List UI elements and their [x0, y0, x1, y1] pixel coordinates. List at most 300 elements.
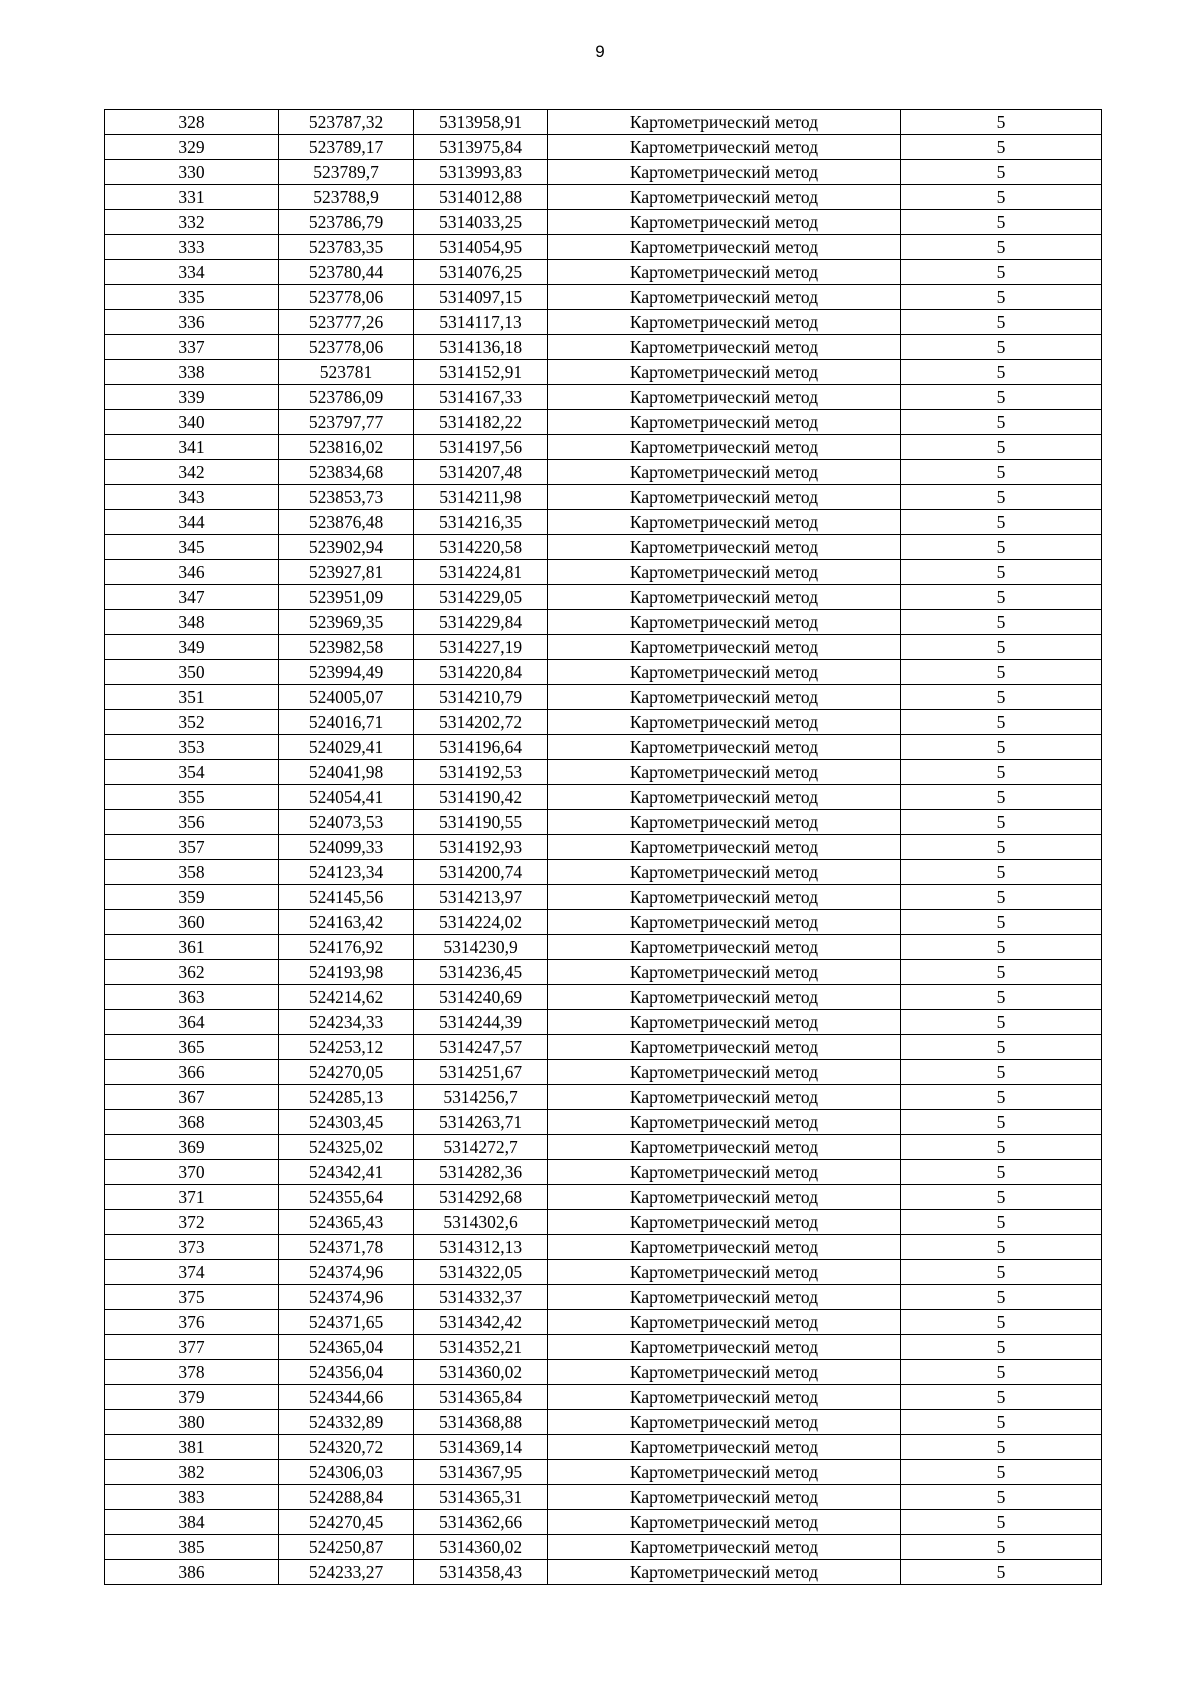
point-number-cell: 346 [105, 560, 279, 585]
point-number-cell: 371 [105, 1185, 279, 1210]
point-number-cell: 361 [105, 935, 279, 960]
x-coordinate-cell: 523789,7 [279, 160, 414, 185]
accuracy-cell: 5 [901, 1560, 1102, 1585]
accuracy-cell: 5 [901, 1510, 1102, 1535]
method-cell: Картометрический метод [548, 985, 901, 1010]
method-cell: Картометрический метод [548, 1535, 901, 1560]
x-coordinate-cell: 524214,62 [279, 985, 414, 1010]
y-coordinate-cell: 5314251,67 [414, 1060, 548, 1085]
y-coordinate-cell: 5314216,35 [414, 510, 548, 535]
method-cell: Картометрический метод [548, 660, 901, 685]
table-row [105, 1135, 1102, 1160]
accuracy-cell: 5 [901, 585, 1102, 610]
accuracy-cell: 5 [901, 285, 1102, 310]
point-number-cell: 344 [105, 510, 279, 535]
accuracy-cell: 5 [901, 1335, 1102, 1360]
y-coordinate-cell: 5314220,84 [414, 660, 548, 685]
table-row [105, 1560, 1102, 1585]
x-coordinate-cell: 524365,04 [279, 1335, 414, 1360]
y-coordinate-cell: 5314012,88 [414, 185, 548, 210]
point-number-cell: 343 [105, 485, 279, 510]
x-coordinate-cell: 523787,32 [279, 110, 414, 135]
x-coordinate-cell: 523994,49 [279, 660, 414, 685]
point-number-cell: 363 [105, 985, 279, 1010]
accuracy-cell: 5 [901, 1435, 1102, 1460]
accuracy-cell: 5 [901, 1085, 1102, 1110]
y-coordinate-cell: 5314369,14 [414, 1435, 548, 1460]
accuracy-cell: 5 [901, 1385, 1102, 1410]
accuracy-cell: 5 [901, 1210, 1102, 1235]
y-coordinate-cell: 5314362,66 [414, 1510, 548, 1535]
table-row [105, 735, 1102, 760]
accuracy-cell: 5 [901, 1410, 1102, 1435]
table-row [105, 1060, 1102, 1085]
x-coordinate-cell: 524233,27 [279, 1560, 414, 1585]
table-row [105, 1485, 1102, 1510]
point-number-cell: 377 [105, 1335, 279, 1360]
y-coordinate-cell: 5314360,02 [414, 1360, 548, 1385]
x-coordinate-cell: 524270,45 [279, 1510, 414, 1535]
method-cell: Картометрический метод [548, 1235, 901, 1260]
point-number-cell: 373 [105, 1235, 279, 1260]
accuracy-cell: 5 [901, 460, 1102, 485]
accuracy-cell: 5 [901, 485, 1102, 510]
y-coordinate-cell: 5314247,57 [414, 1035, 548, 1060]
method-cell: Картометрический метод [548, 1185, 901, 1210]
table-row [105, 1110, 1102, 1135]
x-coordinate-cell: 524041,98 [279, 760, 414, 785]
table-row [105, 685, 1102, 710]
point-number-cell: 382 [105, 1460, 279, 1485]
table-row [105, 1210, 1102, 1235]
table-row [105, 485, 1102, 510]
x-coordinate-cell: 524374,96 [279, 1285, 414, 1310]
method-cell: Картометрический метод [548, 310, 901, 335]
y-coordinate-cell: 5314224,81 [414, 560, 548, 585]
point-number-cell: 369 [105, 1135, 279, 1160]
table-row [105, 1235, 1102, 1260]
method-cell: Картометрический метод [548, 1210, 901, 1235]
method-cell: Картометрический метод [548, 285, 901, 310]
x-coordinate-cell: 524325,02 [279, 1135, 414, 1160]
point-number-cell: 370 [105, 1160, 279, 1185]
point-number-cell: 385 [105, 1535, 279, 1560]
table-row [105, 1260, 1102, 1285]
point-number-cell: 345 [105, 535, 279, 560]
table-row [105, 1535, 1102, 1560]
accuracy-cell: 5 [901, 1285, 1102, 1310]
method-cell: Картометрический метод [548, 1285, 901, 1310]
point-number-cell: 386 [105, 1560, 279, 1585]
table-row [105, 660, 1102, 685]
point-number-cell: 336 [105, 310, 279, 335]
method-cell: Картометрический метод [548, 1335, 901, 1360]
table-row [105, 1185, 1102, 1210]
accuracy-cell: 5 [901, 735, 1102, 760]
method-cell: Картометрический метод [548, 1135, 901, 1160]
x-coordinate-cell: 524356,04 [279, 1360, 414, 1385]
y-coordinate-cell: 5314227,19 [414, 635, 548, 660]
y-coordinate-cell: 5314365,31 [414, 1485, 548, 1510]
accuracy-cell: 5 [901, 1160, 1102, 1185]
accuracy-cell: 5 [901, 635, 1102, 660]
x-coordinate-cell: 523789,17 [279, 135, 414, 160]
table-row [105, 1160, 1102, 1185]
table-row [105, 560, 1102, 585]
point-number-cell: 358 [105, 860, 279, 885]
method-cell: Картометрический метод [548, 1160, 901, 1185]
x-coordinate-cell: 523783,35 [279, 235, 414, 260]
point-number-cell: 355 [105, 785, 279, 810]
point-number-cell: 338 [105, 360, 279, 385]
table-row [105, 710, 1102, 735]
method-cell: Картометрический метод [548, 760, 901, 785]
table-row [105, 910, 1102, 935]
accuracy-cell: 5 [901, 1360, 1102, 1385]
table-row [105, 1435, 1102, 1460]
table-row [105, 110, 1102, 135]
y-coordinate-cell: 5314207,48 [414, 460, 548, 485]
accuracy-cell: 5 [901, 385, 1102, 410]
point-number-cell: 329 [105, 135, 279, 160]
y-coordinate-cell: 5314358,43 [414, 1560, 548, 1585]
method-cell: Картометрический метод [548, 460, 901, 485]
point-number-cell: 341 [105, 435, 279, 460]
method-cell: Картометрический метод [548, 510, 901, 535]
coordinates-table [104, 109, 1102, 1585]
method-cell: Картометрический метод [548, 1510, 901, 1535]
y-coordinate-cell: 5314192,93 [414, 835, 548, 860]
method-cell: Картометрический метод [548, 835, 901, 860]
y-coordinate-cell: 5314256,7 [414, 1085, 548, 1110]
y-coordinate-cell: 5313975,84 [414, 135, 548, 160]
x-coordinate-cell: 524005,07 [279, 685, 414, 710]
method-cell: Картометрический метод [548, 410, 901, 435]
x-coordinate-cell: 524145,56 [279, 885, 414, 910]
y-coordinate-cell: 5314322,05 [414, 1260, 548, 1285]
x-coordinate-cell: 524234,33 [279, 1010, 414, 1035]
y-coordinate-cell: 5314282,36 [414, 1160, 548, 1185]
point-number-cell: 366 [105, 1060, 279, 1085]
table-row [105, 760, 1102, 785]
method-cell: Картометрический метод [548, 235, 901, 260]
table-row [105, 1335, 1102, 1360]
point-number-cell: 357 [105, 835, 279, 860]
y-coordinate-cell: 5314229,84 [414, 610, 548, 635]
x-coordinate-cell: 524342,41 [279, 1160, 414, 1185]
accuracy-cell: 5 [901, 310, 1102, 335]
y-coordinate-cell: 5314190,42 [414, 785, 548, 810]
method-cell: Картометрический метод [548, 1385, 901, 1410]
method-cell: Картометрический метод [548, 160, 901, 185]
table-row [105, 1035, 1102, 1060]
y-coordinate-cell: 5314152,91 [414, 360, 548, 385]
method-cell: Картометрический метод [548, 1010, 901, 1035]
method-cell: Картометрический метод [548, 1060, 901, 1085]
table-row [105, 260, 1102, 285]
point-number-cell: 353 [105, 735, 279, 760]
accuracy-cell: 5 [901, 960, 1102, 985]
method-cell: Картометрический метод [548, 685, 901, 710]
x-coordinate-cell: 524374,96 [279, 1260, 414, 1285]
point-number-cell: 359 [105, 885, 279, 910]
accuracy-cell: 5 [901, 1235, 1102, 1260]
method-cell: Картометрический метод [548, 1310, 901, 1335]
point-number-cell: 360 [105, 910, 279, 935]
y-coordinate-cell: 5314368,88 [414, 1410, 548, 1435]
table-row [105, 985, 1102, 1010]
table-row [105, 1360, 1102, 1385]
y-coordinate-cell: 5314210,79 [414, 685, 548, 710]
table-row [105, 410, 1102, 435]
accuracy-cell: 5 [901, 185, 1102, 210]
y-coordinate-cell: 5313993,83 [414, 160, 548, 185]
x-coordinate-cell: 523786,79 [279, 210, 414, 235]
x-coordinate-cell: 524270,05 [279, 1060, 414, 1085]
x-coordinate-cell: 523927,81 [279, 560, 414, 585]
point-number-cell: 350 [105, 660, 279, 685]
accuracy-cell: 5 [901, 360, 1102, 385]
x-coordinate-cell: 524193,98 [279, 960, 414, 985]
table-row [105, 610, 1102, 635]
accuracy-cell: 5 [901, 510, 1102, 535]
table-row [105, 1010, 1102, 1035]
y-coordinate-cell: 5314197,56 [414, 435, 548, 460]
method-cell: Картометрический метод [548, 635, 901, 660]
point-number-cell: 356 [105, 810, 279, 835]
table-row [105, 635, 1102, 660]
y-coordinate-cell: 5314211,98 [414, 485, 548, 510]
y-coordinate-cell: 5314292,68 [414, 1185, 548, 1210]
method-cell: Картометрический метод [548, 185, 901, 210]
y-coordinate-cell: 5314054,95 [414, 235, 548, 260]
x-coordinate-cell: 524306,03 [279, 1460, 414, 1485]
y-coordinate-cell: 5314360,02 [414, 1535, 548, 1560]
y-coordinate-cell: 5314229,05 [414, 585, 548, 610]
method-cell: Картометрический метод [548, 110, 901, 135]
table-row [105, 285, 1102, 310]
method-cell: Картометрический метод [548, 335, 901, 360]
accuracy-cell: 5 [901, 1135, 1102, 1160]
method-cell: Картометрический метод [548, 1035, 901, 1060]
method-cell: Картометрический метод [548, 560, 901, 585]
x-coordinate-cell: 523786,09 [279, 385, 414, 410]
point-number-cell: 384 [105, 1510, 279, 1535]
accuracy-cell: 5 [901, 1460, 1102, 1485]
y-coordinate-cell: 5313958,91 [414, 110, 548, 135]
method-cell: Картометрический метод [548, 735, 901, 760]
table-row [105, 385, 1102, 410]
y-coordinate-cell: 5314244,39 [414, 1010, 548, 1035]
y-coordinate-cell: 5314352,21 [414, 1335, 548, 1360]
method-cell: Картометрический метод [548, 810, 901, 835]
table-row [105, 335, 1102, 360]
y-coordinate-cell: 5314097,15 [414, 285, 548, 310]
x-coordinate-cell: 524123,34 [279, 860, 414, 885]
accuracy-cell: 5 [901, 610, 1102, 635]
x-coordinate-cell: 523982,58 [279, 635, 414, 660]
y-coordinate-cell: 5314200,74 [414, 860, 548, 885]
accuracy-cell: 5 [901, 710, 1102, 735]
method-cell: Картометрический метод [548, 610, 901, 635]
accuracy-cell: 5 [901, 160, 1102, 185]
point-number-cell: 333 [105, 235, 279, 260]
table-row [105, 1310, 1102, 1335]
x-coordinate-cell: 523778,06 [279, 285, 414, 310]
method-cell: Картометрический метод [548, 535, 901, 560]
point-number-cell: 379 [105, 1385, 279, 1410]
table-row [105, 135, 1102, 160]
y-coordinate-cell: 5314342,42 [414, 1310, 548, 1335]
point-number-cell: 340 [105, 410, 279, 435]
x-coordinate-cell: 524344,66 [279, 1385, 414, 1410]
x-coordinate-cell: 524371,65 [279, 1310, 414, 1335]
accuracy-cell: 5 [901, 1060, 1102, 1085]
point-number-cell: 334 [105, 260, 279, 285]
method-cell: Картометрический метод [548, 935, 901, 960]
table-row [105, 585, 1102, 610]
method-cell: Картометрический метод [548, 210, 901, 235]
table-row [105, 1510, 1102, 1535]
method-cell: Картометрический метод [548, 1085, 901, 1110]
method-cell: Картометрический метод [548, 1410, 901, 1435]
x-coordinate-cell: 523797,77 [279, 410, 414, 435]
method-cell: Картометрический метод [548, 1560, 901, 1585]
accuracy-cell: 5 [901, 785, 1102, 810]
x-coordinate-cell: 523834,68 [279, 460, 414, 485]
method-cell: Картометрический метод [548, 260, 901, 285]
x-coordinate-cell: 524355,64 [279, 1185, 414, 1210]
method-cell: Картометрический метод [548, 435, 901, 460]
method-cell: Картометрический метод [548, 135, 901, 160]
y-coordinate-cell: 5314230,9 [414, 935, 548, 960]
table-row [105, 210, 1102, 235]
point-number-cell: 328 [105, 110, 279, 135]
point-number-cell: 342 [105, 460, 279, 485]
method-cell: Картометрический метод [548, 385, 901, 410]
method-cell: Картометрический метод [548, 1460, 901, 1485]
accuracy-cell: 5 [901, 260, 1102, 285]
y-coordinate-cell: 5314167,33 [414, 385, 548, 410]
x-coordinate-cell: 523778,06 [279, 335, 414, 360]
point-number-cell: 381 [105, 1435, 279, 1460]
table-row [105, 510, 1102, 535]
accuracy-cell: 5 [901, 1485, 1102, 1510]
x-coordinate-cell: 523951,09 [279, 585, 414, 610]
y-coordinate-cell: 5314076,25 [414, 260, 548, 285]
accuracy-cell: 5 [901, 535, 1102, 560]
y-coordinate-cell: 5314302,6 [414, 1210, 548, 1235]
y-coordinate-cell: 5314365,84 [414, 1385, 548, 1410]
method-cell: Картометрический метод [548, 485, 901, 510]
method-cell: Картометрический метод [548, 1485, 901, 1510]
x-coordinate-cell: 524320,72 [279, 1435, 414, 1460]
table-row [105, 835, 1102, 860]
table-row [105, 310, 1102, 335]
x-coordinate-cell: 523853,73 [279, 485, 414, 510]
table-row [105, 935, 1102, 960]
y-coordinate-cell: 5314263,71 [414, 1110, 548, 1135]
y-coordinate-cell: 5314272,7 [414, 1135, 548, 1160]
method-cell: Картометрический метод [548, 785, 901, 810]
x-coordinate-cell: 523788,9 [279, 185, 414, 210]
point-number-cell: 378 [105, 1360, 279, 1385]
point-number-cell: 335 [105, 285, 279, 310]
accuracy-cell: 5 [901, 1010, 1102, 1035]
point-number-cell: 354 [105, 760, 279, 785]
point-number-cell: 375 [105, 1285, 279, 1310]
y-coordinate-cell: 5314236,45 [414, 960, 548, 985]
x-coordinate-cell: 523780,44 [279, 260, 414, 285]
table-row [105, 860, 1102, 885]
y-coordinate-cell: 5314190,55 [414, 810, 548, 835]
x-coordinate-cell: 524099,33 [279, 835, 414, 860]
table-row [105, 460, 1102, 485]
accuracy-cell: 5 [901, 435, 1102, 460]
x-coordinate-cell: 524371,78 [279, 1235, 414, 1260]
y-coordinate-cell: 5314367,95 [414, 1460, 548, 1485]
y-coordinate-cell: 5314182,22 [414, 410, 548, 435]
x-coordinate-cell: 524253,12 [279, 1035, 414, 1060]
point-number-cell: 367 [105, 1085, 279, 1110]
table-row [105, 435, 1102, 460]
table-row [105, 1285, 1102, 1310]
point-number-cell: 348 [105, 610, 279, 635]
method-cell: Картометрический метод [548, 860, 901, 885]
accuracy-cell: 5 [901, 935, 1102, 960]
method-cell: Картометрический метод [548, 1110, 901, 1135]
accuracy-cell: 5 [901, 685, 1102, 710]
method-cell: Картометрический метод [548, 910, 901, 935]
method-cell: Картометрический метод [548, 1435, 901, 1460]
x-coordinate-cell: 524285,13 [279, 1085, 414, 1110]
x-coordinate-cell: 523876,48 [279, 510, 414, 535]
method-cell: Картометрический метод [548, 885, 901, 910]
y-coordinate-cell: 5314196,64 [414, 735, 548, 760]
y-coordinate-cell: 5314332,37 [414, 1285, 548, 1310]
y-coordinate-cell: 5314192,53 [414, 760, 548, 785]
point-number-cell: 380 [105, 1410, 279, 1435]
point-number-cell: 347 [105, 585, 279, 610]
point-number-cell: 337 [105, 335, 279, 360]
accuracy-cell: 5 [901, 235, 1102, 260]
y-coordinate-cell: 5314117,13 [414, 310, 548, 335]
x-coordinate-cell: 523816,02 [279, 435, 414, 460]
accuracy-cell: 5 [901, 335, 1102, 360]
table-row [105, 235, 1102, 260]
accuracy-cell: 5 [901, 660, 1102, 685]
y-coordinate-cell: 5314033,25 [414, 210, 548, 235]
x-coordinate-cell: 523969,35 [279, 610, 414, 635]
x-coordinate-cell: 524288,84 [279, 1485, 414, 1510]
x-coordinate-cell: 524332,89 [279, 1410, 414, 1435]
accuracy-cell: 5 [901, 910, 1102, 935]
page-number: 9 [595, 42, 605, 61]
table-row [105, 1460, 1102, 1485]
point-number-cell: 365 [105, 1035, 279, 1060]
y-coordinate-cell: 5314136,18 [414, 335, 548, 360]
table-row [105, 885, 1102, 910]
point-number-cell: 362 [105, 960, 279, 985]
method-cell: Картометрический метод [548, 360, 901, 385]
accuracy-cell: 5 [901, 1310, 1102, 1335]
method-cell: Картометрический метод [548, 710, 901, 735]
accuracy-cell: 5 [901, 210, 1102, 235]
x-coordinate-cell: 524365,43 [279, 1210, 414, 1235]
point-number-cell: 383 [105, 1485, 279, 1510]
x-coordinate-cell: 524250,87 [279, 1535, 414, 1560]
y-coordinate-cell: 5314202,72 [414, 710, 548, 735]
